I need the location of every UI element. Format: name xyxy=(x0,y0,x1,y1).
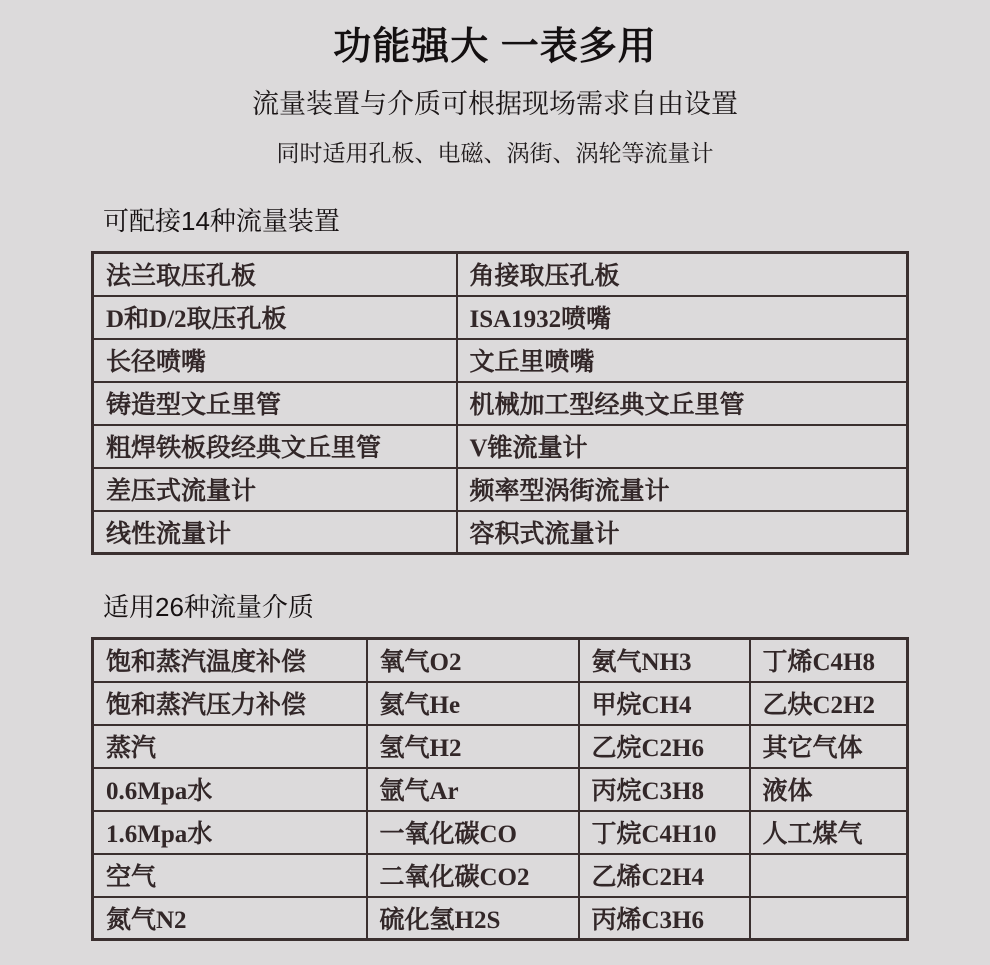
table-cell: D和D/2取压孔板 xyxy=(93,296,457,339)
media-table-body xyxy=(93,639,908,940)
media-section-heading: 适用26种流量介质 xyxy=(103,592,314,622)
table-row xyxy=(93,511,908,554)
table-cell xyxy=(750,897,908,940)
table-row xyxy=(93,897,908,940)
table-row xyxy=(93,682,908,725)
table-cell: 线性流量计 xyxy=(93,511,457,554)
table-cell: 法兰取压孔板 xyxy=(93,253,457,296)
table-row xyxy=(93,768,908,811)
devices-section-heading: 可配接14种流量装置 xyxy=(103,206,340,236)
table-cell: V锥流量计 xyxy=(457,425,908,468)
devices-section xyxy=(91,201,909,555)
table-cell: 氢气H2 xyxy=(367,725,579,768)
table-row xyxy=(93,725,908,768)
table-cell: 丁烯C4H8 xyxy=(750,639,908,682)
table-cell: 饱和蒸汽压力补偿 xyxy=(93,682,367,725)
table-cell xyxy=(750,854,908,897)
table-cell: 乙烷C2H6 xyxy=(579,725,750,768)
table-cell: 硫化氢H2S xyxy=(367,897,579,940)
table-cell: 氦气He xyxy=(367,682,579,725)
table-cell: 氨气NH3 xyxy=(579,639,750,682)
table-row xyxy=(93,854,908,897)
table-cell: 氧气O2 xyxy=(367,639,579,682)
table-cell: 乙烯C2H4 xyxy=(579,854,750,897)
table-cell: 差压式流量计 xyxy=(93,468,457,511)
table-row xyxy=(93,339,908,382)
table-row xyxy=(93,811,908,854)
table-cell: 机械加工型经典文丘里管 xyxy=(457,382,908,425)
table-cell: 丁烷C4H10 xyxy=(579,811,750,854)
table-cell: 容积式流量计 xyxy=(457,511,908,554)
media-section xyxy=(91,587,909,941)
media-table xyxy=(91,637,909,941)
table-cell: 氮气N2 xyxy=(93,897,367,940)
table-cell: 氩气Ar xyxy=(367,768,579,811)
subtitle-line2: 同时适用孔板、电磁、涡街、涡轮等流量计 xyxy=(276,140,714,166)
table-cell: 文丘里喷嘴 xyxy=(457,339,908,382)
table-row xyxy=(93,639,908,682)
table-cell: 长径喷嘴 xyxy=(93,339,457,382)
table-cell: 饱和蒸汽温度补偿 xyxy=(93,639,367,682)
table-cell: 0.6Mpa水 xyxy=(93,768,367,811)
table-cell: 液体 xyxy=(750,768,908,811)
table-cell: 一氧化碳CO xyxy=(367,811,579,854)
devices-table xyxy=(91,251,909,555)
table-cell: 乙炔C2H2 xyxy=(750,682,908,725)
table-cell: 铸造型文丘里管 xyxy=(93,382,457,425)
table-row xyxy=(93,382,908,425)
table-cell: 人工煤气 xyxy=(750,811,908,854)
table-cell: 二氧化碳CO2 xyxy=(367,854,579,897)
table-cell: 空气 xyxy=(93,854,367,897)
table-cell: 角接取压孔板 xyxy=(457,253,908,296)
table-cell: 其它气体 xyxy=(750,725,908,768)
table-cell: 蒸汽 xyxy=(93,725,367,768)
table-cell: 频率型涡街流量计 xyxy=(457,468,908,511)
table-row xyxy=(93,468,908,511)
page-title: 功能强大 一表多用 xyxy=(333,26,657,68)
table-row xyxy=(93,425,908,468)
table-cell: 丙烯C3H6 xyxy=(579,897,750,940)
table-cell: ISA1932喷嘴 xyxy=(457,296,908,339)
table-cell: 粗焊铁板段经典文丘里管 xyxy=(93,425,457,468)
subtitle-line1: 流量装置与介质可根据现场需求自由设置 xyxy=(252,89,738,119)
table-row xyxy=(93,296,908,339)
table-cell: 甲烷CH4 xyxy=(579,682,750,725)
devices-table-body xyxy=(93,253,908,554)
table-cell: 1.6Mpa水 xyxy=(93,811,367,854)
table-cell: 丙烷C3H8 xyxy=(579,768,750,811)
table-row xyxy=(93,253,908,296)
